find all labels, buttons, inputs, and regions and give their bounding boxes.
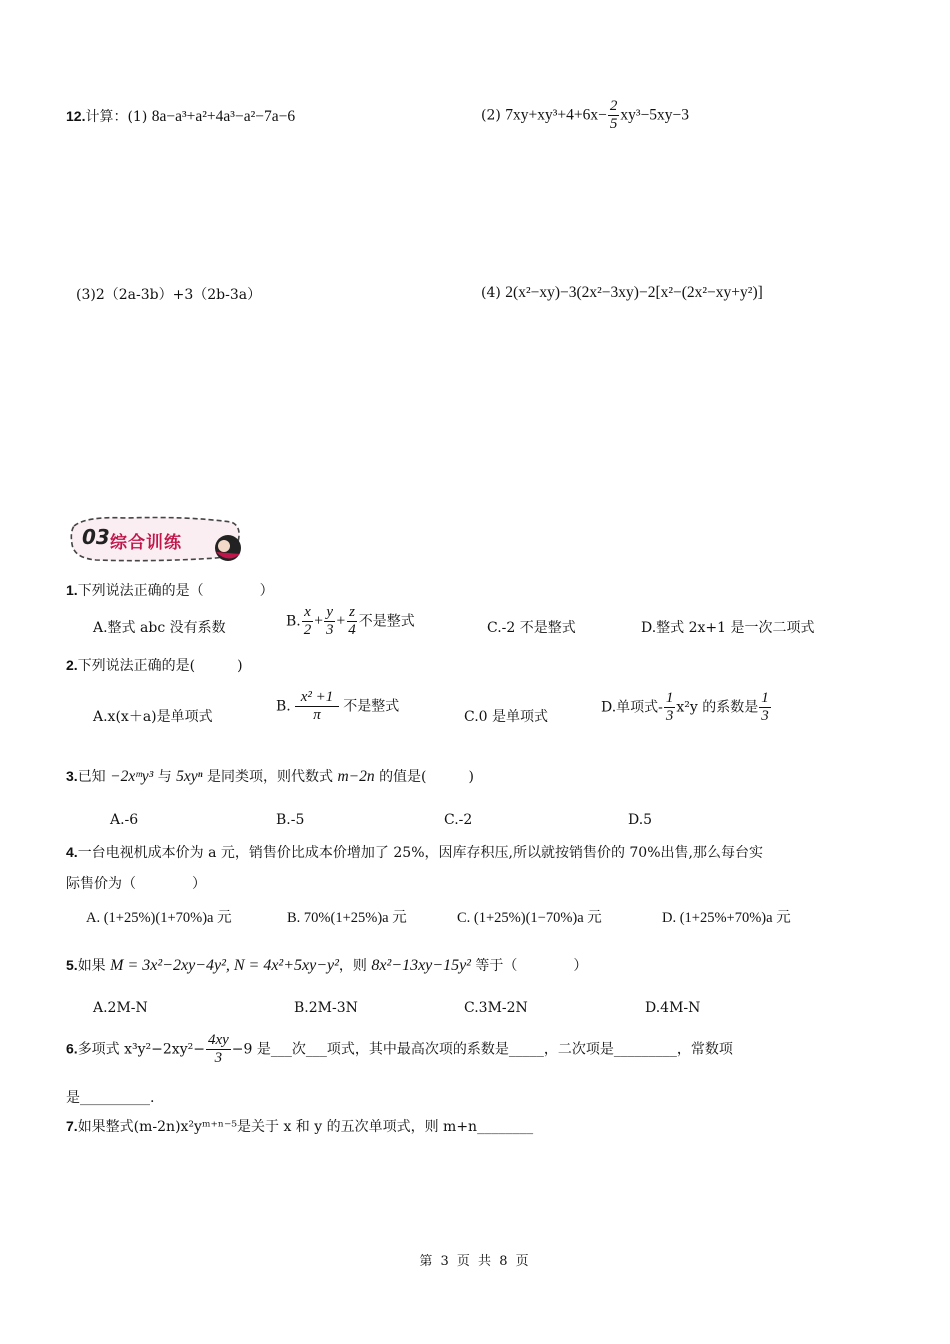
q2-option-c: C.0 是单项式: [464, 709, 549, 725]
fraction-numerator: 2: [609, 98, 618, 114]
q5-number: 5.: [66, 957, 78, 973]
q3-expression-3: m−2n: [337, 768, 375, 785]
q5-text-c: 等于（ ）: [475, 958, 588, 974]
q6-text-a: 多项式 x³y²−2xy²−: [77, 1041, 205, 1058]
q2-d-fraction: [664, 690, 676, 725]
q12-p2-expression-b: xy³−5xy−3: [620, 106, 690, 124]
q1-option-d: D.整式 2x+1 是一次二项式: [641, 620, 815, 636]
q2-b-suffix: 不是整式: [343, 698, 400, 715]
q1-b-fraction-z: [346, 604, 358, 639]
q1-text: 下列说法正确的是（ ）: [77, 583, 274, 599]
q12-prefix: 计算：: [85, 109, 128, 125]
q5-option-d: D.4M-N: [645, 1000, 701, 1016]
q2-d-mid: x²y 的系数是: [676, 699, 759, 716]
q2-b-prefix: B.: [276, 698, 291, 715]
fraction-numerator: y: [326, 604, 334, 620]
q6-stem-line2: 是__________.: [66, 1090, 155, 1106]
q6-text-b: −9 是___次___项式，其中最高次项的系数是_____，二次项是_________，常数项: [231, 1041, 733, 1058]
q12-number: 12.: [66, 108, 86, 124]
q3-option-d: D.5: [628, 812, 653, 828]
q3-stem: [66, 766, 474, 786]
q12-part4: [481, 284, 763, 302]
q5-option-b: B.2M-3N: [294, 1000, 358, 1016]
q6-number: 6.: [66, 1040, 78, 1057]
q3-text-c: 是同类项，则代数式: [207, 769, 333, 785]
q5-option-a: A.2M-N: [93, 1000, 148, 1016]
q1-option-c: C.-2 不是整式: [487, 620, 576, 636]
q5-expression-1: M = 3x²−2xy−4y², N = 4x²+5xy−y²: [110, 957, 339, 974]
q4-option-d: D. (1+25%+70%)a 元: [662, 910, 791, 926]
q4-option-c: C. (1+25%)(1−70%)a 元: [457, 910, 602, 926]
q2-option-a: A.x(x＋a)是单项式: [93, 709, 213, 725]
page-footer: 第 3 页 共 8 页: [419, 1254, 531, 1269]
q2-number: 2.: [66, 657, 78, 673]
banner-number: 03: [82, 525, 110, 549]
fraction-denominator: 3: [665, 708, 674, 724]
q2-text: 下列说法正确的是( ): [77, 658, 243, 674]
q2-d-prefix: D.单项式-: [601, 699, 663, 716]
q1-number: 1.: [66, 582, 78, 598]
q12-p1-label: (1): [127, 109, 148, 125]
q1-b-fraction-y: [324, 604, 336, 639]
q12-p4-expression: 2(x²−xy)−3(2x²−3xy)−2[x²−(2x²−xy+y²)]: [505, 284, 763, 301]
q5-stem: [66, 955, 587, 975]
fraction-denominator: π: [313, 707, 321, 723]
q12-part1: [66, 106, 295, 126]
q1-b-fraction-x: [302, 604, 314, 639]
q1-b-suffix: 不是整式: [358, 613, 415, 630]
q4-stem-line2: 际售价为（ ）: [66, 876, 206, 892]
q2-stem: [66, 655, 243, 675]
q7-number: 7.: [66, 1118, 78, 1134]
q3-number: 3.: [66, 768, 78, 784]
q12-p2-fraction: [608, 98, 620, 133]
q1-b-prefix: B.: [286, 613, 301, 630]
q12-p2-label: (2): [481, 107, 501, 124]
q12-part3: (3)2（2a-3b）+3（2b-3a）: [76, 287, 262, 303]
fraction-numerator: x: [304, 604, 311, 620]
fraction-numerator: 1: [761, 690, 769, 706]
q4-number: 4.: [66, 844, 78, 860]
q1-option-a: A.整式 abc 没有系数: [93, 620, 226, 636]
q7-stem: [66, 1116, 533, 1136]
q3-option-b: B.-5: [276, 812, 305, 828]
q4-text-1: 一台电视机成本价为 a 元，销售价比成本价增加了 25%，因库存积压,所以就按销售价的 70%出售,那么每台实: [77, 845, 763, 861]
q3-text-b: 与: [157, 769, 172, 785]
q2-option-d: [601, 690, 772, 725]
fraction-numerator: 1: [665, 690, 674, 706]
q1-stem: [66, 580, 274, 600]
q2-option-b: [276, 689, 399, 724]
fraction-denominator: 3: [761, 708, 769, 724]
q5-text-a: 如果: [77, 958, 106, 974]
fraction-denominator: 5: [609, 116, 618, 132]
q12-p1-expression: 8a−a³+a²+4a³−a²−7a−6: [151, 108, 296, 125]
q12-p2-expression-a: 7xy+xy³+4+6x−: [505, 106, 607, 124]
fraction-denominator: 2: [303, 622, 312, 638]
q7-text: 如果整式(m-2n)x²yᵐ⁺ⁿ⁻⁵是关于 x 和 y 的五次单项式，则 m+n________: [77, 1119, 534, 1135]
q4-option-b: B. 70%(1+25%)a 元: [287, 910, 407, 926]
q6-fraction: [206, 1032, 231, 1067]
q2-d-fraction-2: [759, 690, 771, 725]
q3-expression-1: −2xᵐy³: [110, 768, 154, 785]
q3-expression-2: 5xyⁿ: [176, 768, 203, 785]
q3-option-a: A.-6: [110, 812, 139, 828]
q5-expression-2: 8x²−13xy−15y²: [371, 957, 471, 974]
fraction-denominator: 3: [326, 622, 334, 638]
q4-stem-line1: [66, 842, 763, 862]
q5-text-b: ，则: [338, 958, 367, 974]
q6-stem: [66, 1032, 733, 1067]
section-banner: [66, 512, 246, 568]
q5-option-c: C.3M-2N: [464, 1000, 528, 1016]
fraction-denominator: 4: [348, 622, 356, 638]
q12-part2: [481, 98, 689, 133]
fraction-numerator: 4xy: [207, 1032, 229, 1048]
banner-title: 综合训练: [110, 533, 182, 553]
q12-p4-label: (4): [481, 285, 501, 301]
q3-option-c: C.-2: [444, 812, 473, 828]
q4-option-a: A. (1+25%)(1+70%)a 元: [86, 910, 232, 926]
q2-b-fraction: [295, 689, 340, 724]
q1-option-b: B. $\frac{x}{2}$ + $\frac{y}{3}$ + $\frac{z}{4}$ 不是整式: [286, 604, 415, 638]
q3-text-a: 已知: [77, 769, 106, 785]
q3-text-d: 的值是( ): [379, 769, 474, 785]
fraction-numerator: x² +1: [295, 689, 340, 707]
fraction-denominator: 3: [214, 1050, 223, 1066]
fraction-numerator: z: [349, 604, 355, 620]
